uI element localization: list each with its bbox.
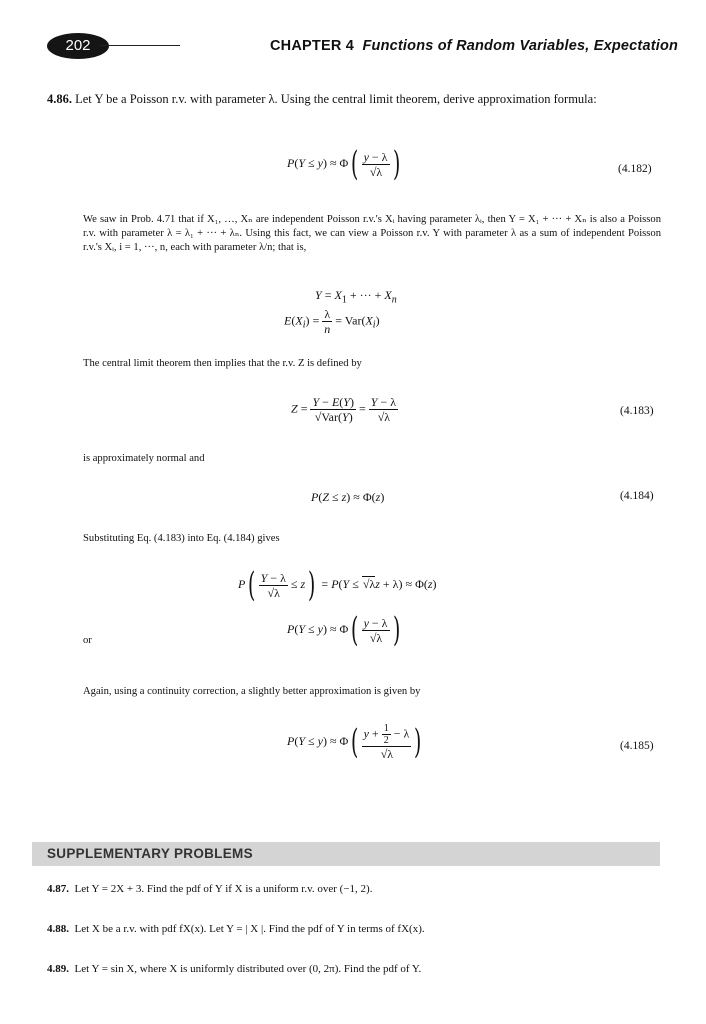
problem-489 [47, 963, 421, 975]
equation-number: (4.185) [620, 740, 654, 752]
supplementary-problems-heading: SUPPLEMENTARY PROBLEMS [32, 842, 660, 866]
solution-paragraph-1: We saw in Prob. 4.71 that if X₁, …, Xₙ are independent Poisson r.v.'s Xᵢ having parameter λᵢ, then Y = X₁ + ··· + Xₙ is also a Poisson r.v. with parameter λ = λ₁ + ··· + λₙ. Using this fact, we can view a Poisson r.v. Y with parameter λ as a sum of independent Poisson r.v.'s Xᵢ, i = 1, ···, n, each with parameter λ/n; that is, [83, 214, 661, 253]
problem-number: 4.88. [47, 923, 69, 935]
equation-4-182: P(Y ≤ y) ≈ Φ( $\frac{y - \lambda}{√\lambda}$ ) [287, 144, 400, 184]
solution-paragraph-4: Substituting Eq. (4.183) into Eq. (4.184) gives [83, 533, 280, 544]
equation-result: P(Y ≤ y) ≈ Φ( $\frac{y - \lambda}{√\lambda}$ ) [287, 610, 400, 650]
solution-paragraph-2: The central limit theorem then implies that the r.v. Z is defined by [83, 358, 362, 369]
equation-4-184: P(Z ≤ z) ≈ Φ(z) [311, 490, 385, 504]
equation-number: (4.184) [620, 490, 654, 502]
equation-mean-variance: $E(X_i)$ = $\frac{\lambda}{n}$ = $Var(X_i)$ [284, 307, 380, 336]
problem-487 [47, 883, 372, 895]
problem-number: 4.86. [47, 92, 72, 106]
header-rule [100, 45, 180, 46]
solution-paragraph-3: is approximately normal and [83, 453, 205, 464]
problem-number: 4.89. [47, 963, 69, 975]
problem-number: 4.87. [47, 883, 69, 895]
equation-sum: $Y = X_1$ + ··· + $X_n$ [315, 288, 397, 306]
or-word: or [83, 635, 92, 646]
problem-text: Let Y = sin X, where X is uniformly distributed over (0, 2π). Find the pdf of Y. [74, 963, 422, 975]
equation-number: (4.182) [618, 163, 652, 175]
chapter-label: CHAPTER 4 [270, 38, 354, 54]
equation-number: (4.183) [620, 405, 654, 417]
running-header [270, 38, 678, 54]
equation-substitution: P( $\frac{Y - \lambda}{√\lambda}$ ≤ z) = P(Y ≤ √λz + λ) ≈ Φ(z) [238, 565, 437, 605]
problem-text: Let Y = 2X + 3. Find the pdf of Y if X is a uniform r.v. over (−1, 2). [74, 883, 373, 895]
problem-488 [47, 923, 425, 935]
problem-text: Let Y be a Poisson r.v. with parameter λ. Using the central limit theorem, derive approximation formula: [75, 92, 597, 106]
problem-486 [47, 92, 647, 107]
page-number-badge: 202 [47, 33, 109, 59]
problem-text: Let X be a r.v. with pdf fX(x). Let Y = | X |. Find the pdf of Y in terms of fX(x). [74, 923, 425, 935]
equation-4-183: Z = $\frac{Y - E(Y)}{\text{√Var(Y)}}$ = $\frac{Y - \lambda}{√\lambda}$ [291, 395, 397, 424]
equation-4-185: P(Y ≤ y) ≈ Φ( y + $\frac{1}{2}$ − λ √λ ) [287, 722, 422, 762]
chapter-title: Functions of Random Variables, Expectation [362, 38, 679, 54]
solution-paragraph-5: Again, using a continuity correction, a slightly better approximation is given by [83, 686, 421, 697]
